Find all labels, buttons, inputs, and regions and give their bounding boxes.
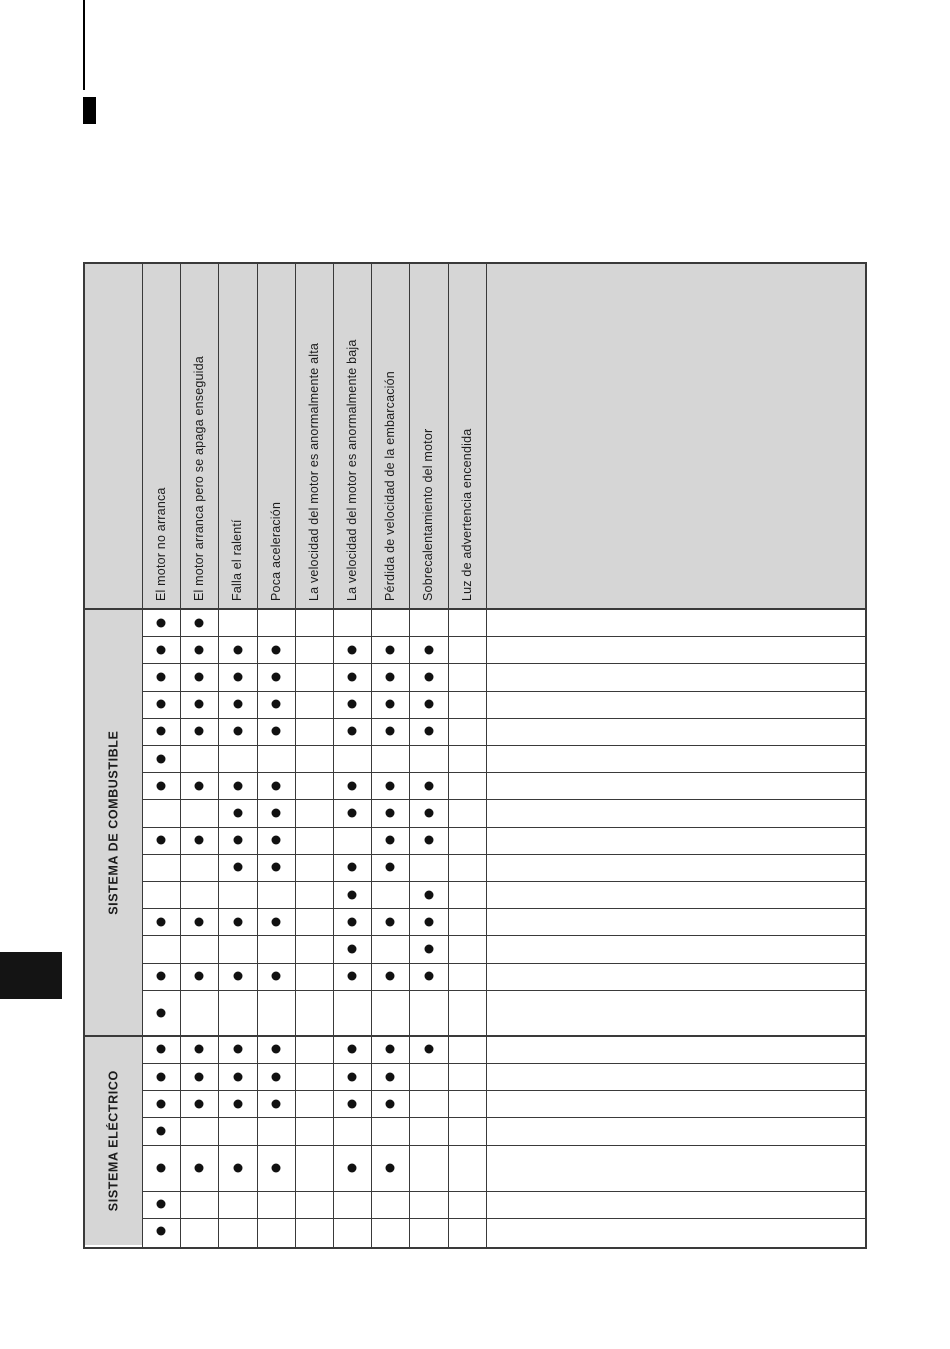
cause-dot [157,972,166,981]
symptom-header-1: El motor no arranca [154,487,169,601]
cause-dot [271,1099,280,1108]
cause-dot [157,836,166,845]
column-divider [180,264,181,1247]
cause-dot [348,645,357,654]
cause-dot [195,1045,204,1054]
cause-dot [348,700,357,709]
table-row [142,609,865,636]
cause-dot [271,1163,280,1172]
row-divider [142,1191,865,1192]
cause-dot [233,809,242,818]
section-label-fuel-system: SISTEMA DE COMBUSTIBLE [106,730,121,915]
row-divider [142,990,865,991]
cause-dot [195,618,204,627]
table-row [142,990,865,1036]
row-divider [142,718,865,719]
cause-dot [424,890,433,899]
cause-dot [271,781,280,790]
cause-dot [157,1227,166,1236]
cause-dot [157,1099,166,1108]
cause-dot [157,781,166,790]
cause-dot [195,1072,204,1081]
table-row [142,799,865,826]
cause-dot [233,1099,242,1108]
table-row [142,935,865,962]
cause-dot [271,809,280,818]
table-row [142,1090,865,1117]
table-row [142,1117,865,1144]
cause-dot [348,781,357,790]
table-row [142,772,865,799]
table-row [142,663,865,690]
cause-dot [233,1045,242,1054]
cause-dot [386,1045,395,1054]
cause-dot [157,700,166,709]
table-row [142,691,865,718]
cause-dot [386,645,395,654]
column-divider [448,264,449,1247]
cause-dot [157,1008,166,1017]
troubleshooting-chart [83,262,867,1249]
table-row [142,718,865,745]
cause-dot [386,972,395,981]
cause-dot [271,972,280,981]
cause-dot [348,727,357,736]
row-divider [142,881,865,882]
column-divider [218,264,219,1247]
cause-dot [233,863,242,872]
symptom-header-4: Poca aceleración [268,501,283,601]
cause-dot [195,1163,204,1172]
row-divider [142,1145,865,1146]
symptom-header-3: Falla el ralentí [230,519,245,601]
cause-dot [233,781,242,790]
cause-dot [157,673,166,682]
cause-dot [348,1099,357,1108]
cause-dot [195,673,204,682]
cause-dot [157,727,166,736]
table-row [142,1063,865,1090]
cause-dot [348,673,357,682]
cause-dot [233,972,242,981]
cause-dot [233,1163,242,1172]
column-divider [333,264,334,1247]
cause-dot [157,1163,166,1172]
row-divider [142,908,865,909]
section-label-electrical-system: SISTEMA ELÉCTRICO [106,1069,121,1211]
cause-dot [195,972,204,981]
row-divider [142,663,865,664]
row-divider [142,1036,865,1037]
cause-dot [233,727,242,736]
cause-dot [195,1099,204,1108]
symptom-header-5: La velocidad del motor es anormalmente alta [306,342,321,601]
row-divider [142,854,865,855]
cause-dot [195,645,204,654]
table-row [142,854,865,881]
cause-dot [157,618,166,627]
cause-dot [157,645,166,654]
table-row [142,636,865,663]
cause-dot [157,1045,166,1054]
cause-dot [157,754,166,763]
row-divider [142,745,865,746]
cause-dot [271,863,280,872]
cause-dot [195,781,204,790]
cause-dot [271,917,280,926]
cause-dot [348,809,357,818]
cause-dot [424,700,433,709]
symptom-header-8: Sobrecalentamiento del motor [421,428,436,601]
column-divider [409,264,410,1247]
cause-dot [386,1072,395,1081]
cause-dot [386,727,395,736]
row-divider [142,827,865,828]
column-divider [295,264,296,1247]
row-divider [142,636,865,637]
table-row [142,963,865,990]
cause-dot [424,945,433,954]
cause-dot [386,700,395,709]
table-row [142,1145,865,1191]
cause-dot [157,1072,166,1081]
row-divider [142,1063,865,1064]
cause-dot [424,645,433,654]
cause-dot [233,700,242,709]
cause-dot [195,700,204,709]
cause-dot [424,836,433,845]
cause-dot [386,673,395,682]
table-row [142,908,865,935]
cause-dot [233,673,242,682]
cause-dot [348,890,357,899]
cause-dot [271,727,280,736]
cause-dot [195,917,204,926]
column-divider [486,264,487,1247]
cause-dot [424,972,433,981]
cause-dot [348,863,357,872]
cause-dot [348,1045,357,1054]
cause-dot [157,917,166,926]
top-marker-block [83,97,96,124]
cause-dot [348,972,357,981]
cause-dot [271,673,280,682]
column-divider [257,264,258,1247]
cause-dot [386,1099,395,1108]
row-divider [142,1117,865,1118]
section-divider [85,608,865,610]
top-vertical-rule [83,0,85,90]
table-row [142,1218,865,1245]
cause-dot [157,1200,166,1209]
symptom-header-9: Luz de advertencia encendida [459,428,474,601]
cause-dot [386,836,395,845]
table-row [142,745,865,772]
cause-dot [195,836,204,845]
cause-dot [195,727,204,736]
table-row [142,1191,865,1218]
cause-dot [424,1045,433,1054]
table-row [142,827,865,854]
row-divider [142,963,865,964]
cause-dot [233,1072,242,1081]
cause-dot [348,917,357,926]
cause-dot [424,917,433,926]
cause-dot [157,1127,166,1136]
cause-dot [424,809,433,818]
cause-dot [386,863,395,872]
row-divider [142,1090,865,1091]
table-row [142,881,865,908]
cause-dot [233,836,242,845]
cause-dot [271,700,280,709]
cause-dot [424,727,433,736]
cause-dot [386,781,395,790]
row-divider [142,772,865,773]
cause-dot [424,781,433,790]
cause-dot [271,645,280,654]
table-row [142,1036,865,1063]
cause-dot [386,917,395,926]
cause-dot [348,1163,357,1172]
row-divider [142,935,865,936]
cause-dot [271,1072,280,1081]
row-divider [142,799,865,800]
cause-dot [271,836,280,845]
symptom-header-7: Pérdida de velocidad de la embarcación [383,371,398,601]
symptom-header-2: El motor arranca pero se apaga enseguida [192,356,207,601]
cause-dot [233,917,242,926]
cause-dot [386,809,395,818]
cause-dot [348,1072,357,1081]
column-divider [371,264,372,1247]
symptom-header-6: La velocidad del motor es anormalmente baja [345,339,360,601]
column-divider [142,264,143,1247]
cause-dot [233,645,242,654]
row-divider [142,691,865,692]
chapter-side-tab [0,952,62,999]
cause-dot [424,673,433,682]
cause-dot [348,945,357,954]
row-divider [142,1218,865,1219]
cause-dot [271,1045,280,1054]
cause-dot [386,1163,395,1172]
